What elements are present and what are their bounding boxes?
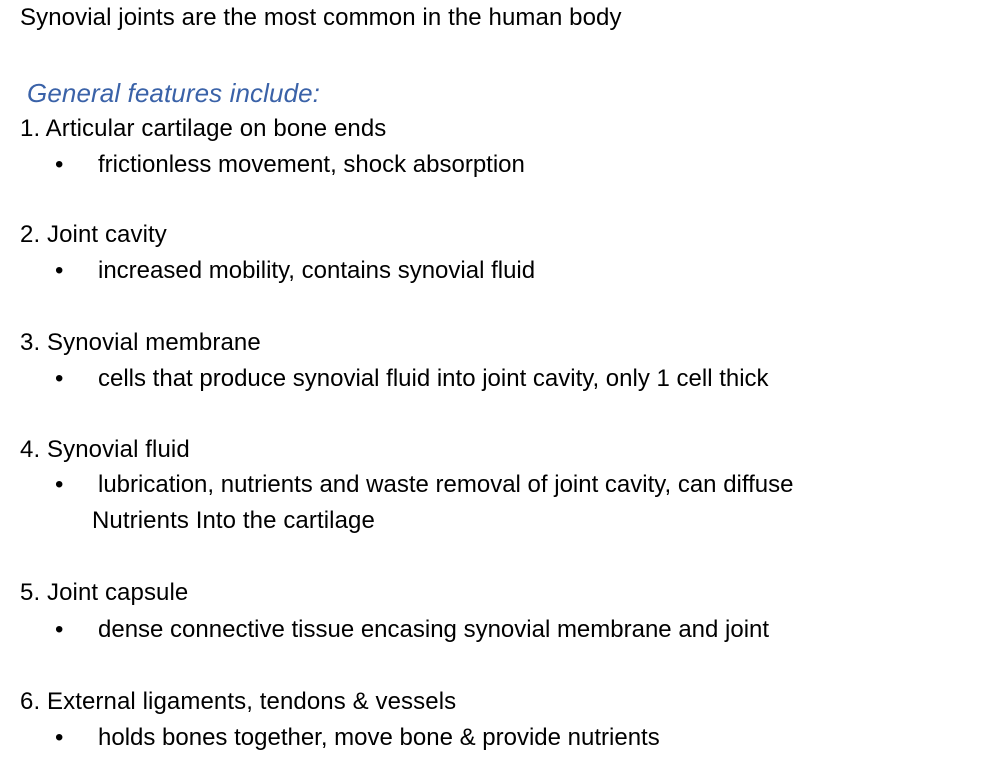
feature-bullet-6 <box>0 723 1004 753</box>
feature-bullet-3 <box>0 364 1004 394</box>
bullet-icon: • <box>55 365 64 392</box>
section-heading: General features include: <box>27 78 321 108</box>
feature-bullet-4 <box>0 470 1004 500</box>
feature-bullet-2 <box>0 256 1004 286</box>
feature-title-6: 6. External ligaments, tendons & vessels <box>20 688 457 715</box>
feature-title-5: 5. Joint capsule <box>20 579 189 606</box>
intro-text: Synovial joints are the most common in the human body <box>20 4 622 31</box>
feature-title-4: 4. Synovial fluid <box>20 436 190 463</box>
feature-detail-6: holds bones together, move bone & provide nutrients <box>98 724 660 751</box>
bullet-icon: • <box>55 151 64 178</box>
feature-bullet-5 <box>0 615 1004 645</box>
bullet-icon: • <box>55 257 64 284</box>
feature-bullet-1 <box>0 150 1004 180</box>
feature-title-3: 3. Synovial membrane <box>20 329 261 356</box>
bullet-icon: • <box>55 724 64 751</box>
feature-detail-4-continued: Nutrients Into the cartilage <box>92 507 375 534</box>
feature-detail-4: lubrication, nutrients and waste removal of joint cavity, can diffuse <box>98 471 794 498</box>
feature-detail-5: dense connective tissue encasing synovial membrane and joint <box>98 616 770 643</box>
feature-detail-1: frictionless movement, shock absorption <box>98 151 525 178</box>
bullet-icon: • <box>55 471 64 498</box>
bullet-icon: • <box>55 616 64 643</box>
feature-title-2: 2. Joint cavity <box>20 221 167 248</box>
feature-detail-3: cells that produce synovial fluid into joint cavity, only 1 cell thick <box>98 365 769 392</box>
feature-title-1: 1. Articular cartilage on bone ends <box>20 115 387 142</box>
feature-detail-2: increased mobility, contains synovial fluid <box>98 257 536 284</box>
